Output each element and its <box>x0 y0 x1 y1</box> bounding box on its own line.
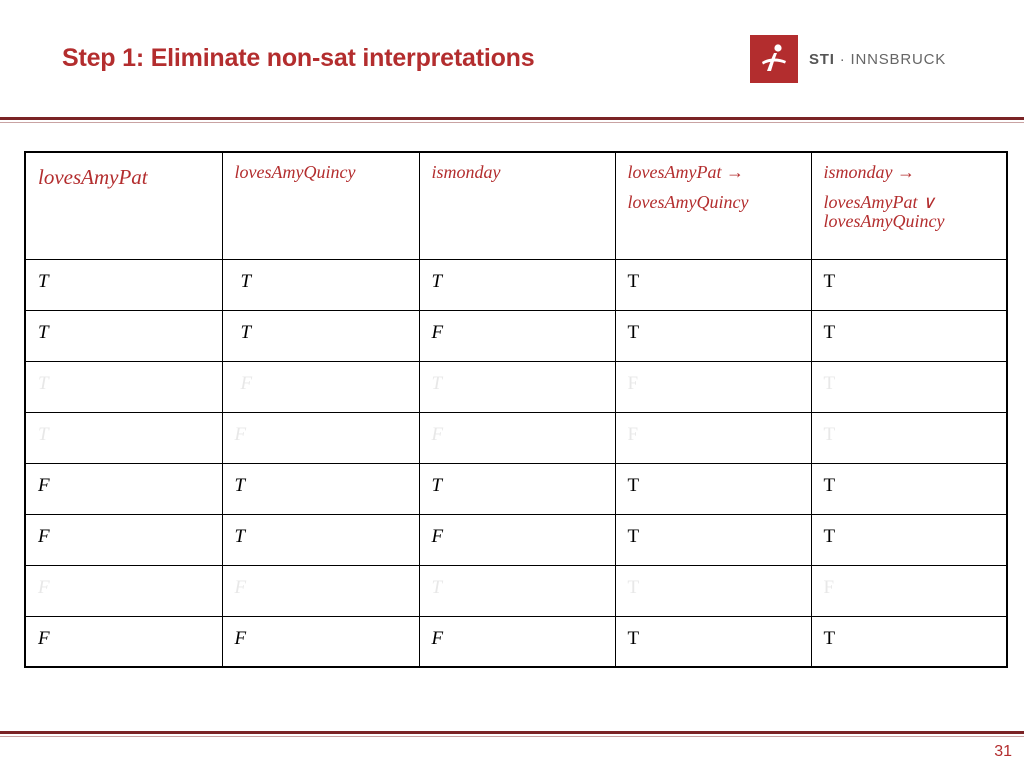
table-header-row <box>25 152 1007 259</box>
header-divider-thin <box>0 122 1024 123</box>
table-row-eliminated <box>25 412 1007 463</box>
table-cell: F <box>38 576 50 598</box>
table-cell: T <box>234 474 246 496</box>
table-cell: T <box>431 372 443 394</box>
table-cell: T <box>627 270 640 292</box>
table-cell: T <box>823 372 836 394</box>
table-cell: T <box>823 423 836 445</box>
sti-innsbruck-logo <box>750 34 946 84</box>
table-cell: T <box>38 321 49 343</box>
table-cell: T <box>823 474 836 496</box>
table-row <box>25 310 1007 361</box>
table-cell: T <box>627 627 640 649</box>
table-cell: F <box>38 525 50 547</box>
page-number: 31 <box>994 743 1012 760</box>
table-cell: F <box>823 576 835 598</box>
table-row <box>25 514 1007 565</box>
table-cell: T <box>431 576 443 598</box>
table-cell: T <box>627 576 640 598</box>
table-cell: F <box>240 372 253 394</box>
table-cell: T <box>38 423 49 445</box>
table-cell: F <box>627 423 639 445</box>
table-cell: T <box>627 321 640 343</box>
table-cell: T <box>627 525 640 547</box>
header-implication: lovesAmyPat → lovesAmyQuincy <box>615 152 811 259</box>
header-lovesamypat: lovesAmyPat <box>25 152 222 259</box>
table-cell: F <box>431 321 444 343</box>
table-cell: T <box>234 525 246 547</box>
table-cell: F <box>234 423 247 445</box>
table-row-eliminated <box>25 565 1007 616</box>
table-cell: T <box>431 270 443 292</box>
table-row <box>25 259 1007 310</box>
table-cell: F <box>38 627 50 649</box>
table-cell: T <box>38 372 49 394</box>
header-monday-implication: ismonday → lovesAmyPat ∨ lovesAmyQuincy <box>811 152 1007 259</box>
header-lovesamyquincy: lovesAmyQuincy <box>222 152 419 259</box>
table-row <box>25 616 1007 667</box>
table-cell: T <box>627 474 640 496</box>
table-cell: T <box>823 525 836 547</box>
table-cell: T <box>240 321 252 343</box>
table-cell: F <box>234 627 247 649</box>
logo-wordmark: STI · INNSBRUCK <box>809 50 947 68</box>
table-cell: F <box>234 576 247 598</box>
table-cell: F <box>627 372 639 394</box>
table-cell: T <box>823 627 836 649</box>
header-ismonday: ismonday <box>419 152 615 259</box>
header-divider <box>0 117 1024 120</box>
slide-title: Step 1: Eliminate non-sat interpretations <box>62 44 535 72</box>
table-cell: F <box>431 627 444 649</box>
table-cell: T <box>823 321 836 343</box>
table-cell: T <box>823 270 836 292</box>
truth-table <box>24 151 1008 668</box>
footer-divider-thin <box>0 736 1024 737</box>
table-cell: T <box>240 270 252 292</box>
table-cell: T <box>431 474 443 496</box>
table-cell: T <box>38 270 49 292</box>
table-cell: F <box>38 474 50 496</box>
table-cell: F <box>431 525 444 547</box>
table-row <box>25 463 1007 514</box>
table-row-eliminated <box>25 361 1007 412</box>
table-cell: F <box>431 423 444 445</box>
footer-divider <box>0 731 1024 734</box>
sti-logo-icon <box>750 35 798 83</box>
